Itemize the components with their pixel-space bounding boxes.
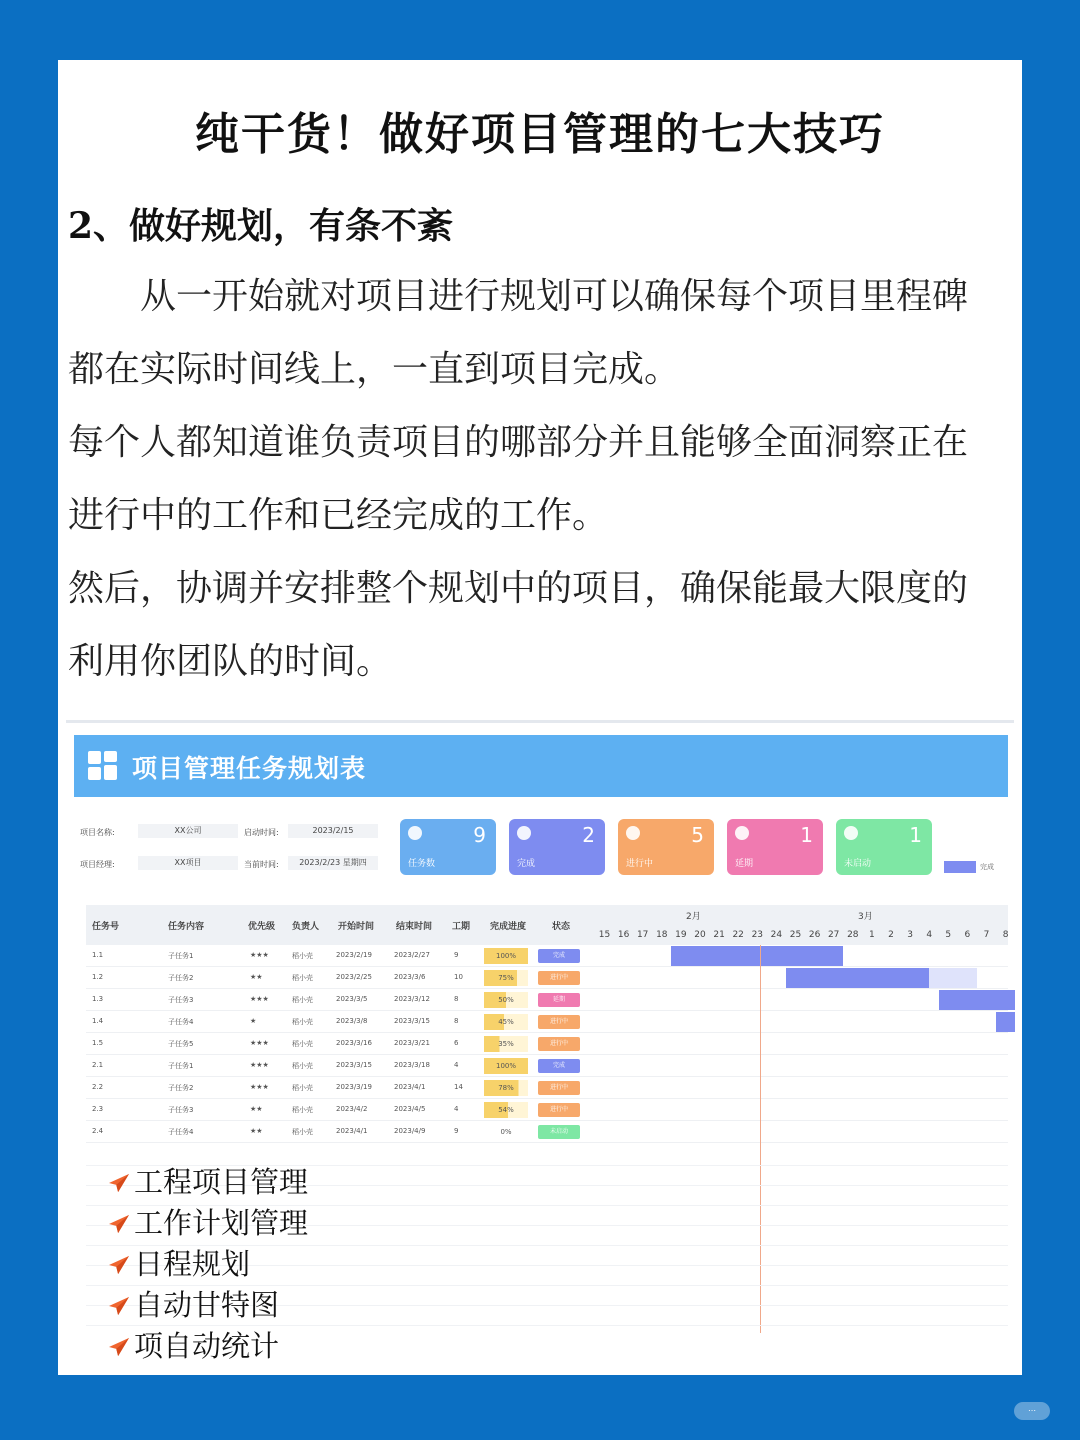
task-days: 9 — [454, 1127, 459, 1135]
status-badge: 延期 — [538, 993, 580, 1007]
current-value: 2023/2/23 星期四 — [288, 856, 378, 870]
task-content: 子任务1 — [168, 1062, 194, 1070]
manager-value: XX项目 — [138, 856, 238, 870]
stat-label: 完成 — [517, 859, 536, 869]
header-priority: 优先级 — [248, 922, 276, 932]
gantt-bar — [996, 1012, 1015, 1032]
stat-card — [836, 819, 932, 875]
content-card — [58, 60, 1022, 1375]
status-badge: 进行中 — [538, 1081, 580, 1095]
task-end: 2023/3/15 — [394, 1017, 430, 1025]
sheet-title: 项目管理任务规划表 — [132, 754, 367, 783]
day-label: 21 — [713, 930, 725, 940]
feature-item — [108, 1203, 308, 1244]
header-content: 任务内容 — [168, 922, 205, 932]
day-label: 16 — [617, 930, 630, 940]
task-end: 2023/3/21 — [394, 1039, 430, 1047]
month-label: 2月 — [686, 912, 701, 922]
task-priority: ★ — [250, 1017, 257, 1025]
stat-card — [509, 819, 605, 875]
day-label: 19 — [675, 930, 687, 940]
paper-plane-icon — [108, 1173, 130, 1193]
stat-value: 1 — [909, 823, 922, 847]
task-end: 2023/3/18 — [394, 1061, 430, 1069]
project-name-label: 项目名称: — [80, 828, 115, 837]
table-row — [86, 1121, 1008, 1143]
project-name-value: XX公司 — [138, 824, 238, 838]
table-row — [86, 1099, 1008, 1121]
task-owner: 稻小壳 — [292, 1128, 313, 1136]
day-label: 24 — [770, 930, 783, 940]
stat-value: 1 — [800, 823, 813, 847]
task-end: 2023/3/6 — [394, 973, 426, 981]
feature-label: 日程规划 — [134, 1247, 251, 1281]
progress-cell: 100% — [484, 948, 528, 964]
progress-cell: 54% — [484, 1102, 528, 1118]
progress-cell: 100% — [484, 1058, 528, 1074]
paper-plane-icon — [108, 1255, 130, 1275]
task-priority: ★★ — [250, 973, 263, 981]
feature-label: 工作计划管理 — [134, 1206, 309, 1240]
today-line — [760, 945, 761, 1333]
task-content: 子任务4 — [168, 1018, 194, 1026]
paper-plane-icon — [108, 1337, 130, 1357]
legend-swatch — [944, 861, 976, 873]
status-badge: 完成 — [538, 949, 580, 963]
day-label: 3 — [907, 930, 913, 940]
task-id: 2.3 — [92, 1105, 104, 1113]
day-label: 2 — [888, 930, 894, 940]
task-start: 2023/3/16 — [336, 1039, 372, 1047]
day-label: 23 — [751, 930, 764, 940]
task-end: 2023/4/1 — [394, 1083, 426, 1091]
task-end: 2023/3/12 — [394, 995, 430, 1003]
task-end: 2023/2/27 — [394, 951, 430, 959]
table-row — [86, 1077, 1008, 1099]
feature-item — [108, 1285, 308, 1326]
task-content: 子任务3 — [168, 996, 194, 1004]
task-days: 9 — [454, 951, 459, 959]
task-start: 2023/2/25 — [336, 973, 372, 981]
day-label: 28 — [847, 930, 859, 940]
task-id: 2.2 — [92, 1083, 104, 1091]
stat-label: 任务数 — [408, 859, 436, 869]
day-label: 6 — [964, 930, 971, 940]
body-text — [68, 260, 998, 698]
task-priority: ★★ — [250, 1105, 263, 1113]
start-value: 2023/2/15 — [288, 824, 378, 838]
task-content: 子任务1 — [168, 952, 194, 960]
feature-item — [108, 1162, 308, 1203]
stat-card — [400, 819, 496, 875]
task-days: 4 — [454, 1105, 459, 1113]
stat-label: 延期 — [735, 859, 754, 869]
feature-label: 项自动统计 — [134, 1329, 280, 1363]
task-id: 1.5 — [92, 1039, 104, 1047]
gantt-bar — [786, 968, 977, 988]
task-days: 8 — [454, 1017, 459, 1025]
status-badge: 进行中 — [538, 1103, 580, 1117]
day-label: 25 — [789, 930, 802, 940]
gantt-bar — [671, 946, 843, 966]
stat-value: 5 — [691, 823, 704, 847]
task-start: 2023/3/15 — [336, 1061, 372, 1069]
task-owner: 稻小壳 — [292, 1018, 313, 1026]
header-owner: 负责人 — [292, 922, 320, 932]
day-label: 4 — [926, 930, 933, 940]
task-start: 2023/3/8 — [336, 1017, 368, 1025]
task-days: 14 — [454, 1083, 463, 1091]
task-content: 子任务2 — [168, 974, 194, 982]
task-owner: 稻小壳 — [292, 974, 313, 982]
progress-cell: 78% — [484, 1080, 528, 1096]
task-priority: ★★★ — [250, 1039, 269, 1047]
month-label: 3月 — [858, 912, 873, 922]
stat-card — [727, 819, 823, 875]
status-icon — [844, 826, 858, 840]
day-label: 22 — [732, 930, 744, 940]
stat-label: 未启动 — [844, 859, 872, 869]
gantt-bar — [939, 990, 1015, 1010]
status-badge: 进行中 — [538, 971, 580, 985]
task-start: 2023/3/5 — [336, 995, 368, 1003]
stat-card — [618, 819, 714, 875]
day-label: 17 — [636, 930, 649, 940]
task-days: 6 — [454, 1039, 459, 1047]
stat-value: 9 — [473, 823, 486, 847]
stat-value: 2 — [582, 823, 595, 847]
task-start: 2023/3/19 — [336, 1083, 372, 1091]
header-start: 开始时间 — [338, 922, 375, 932]
status-icon — [517, 826, 531, 840]
status-badge: 进行中 — [538, 1015, 580, 1029]
paragraph: 从一开始就对项目进行规划可以确保每个项目里程碑都在实际时间线上，一直到项目完成。 — [68, 276, 969, 390]
progress-cell: 35% — [484, 1036, 528, 1052]
task-content: 子任务5 — [168, 1040, 194, 1048]
progress-cell: 0% — [500, 1128, 512, 1136]
start-label: 启动时间: — [244, 828, 279, 837]
progress-cell: 50% — [484, 992, 528, 1008]
day-label: 27 — [827, 930, 840, 940]
feature-label: 工程项目管理 — [134, 1165, 309, 1199]
status-icon — [408, 826, 422, 840]
table-row — [86, 1011, 1008, 1033]
task-id: 1.2 — [92, 973, 104, 981]
table-row — [86, 1055, 1008, 1077]
header-status: 状态 — [552, 922, 571, 932]
stat-label: 进行中 — [626, 859, 654, 869]
header-end: 结束时间 — [396, 922, 433, 932]
task-start: 2023/4/1 — [336, 1127, 368, 1135]
task-days: 10 — [454, 973, 463, 981]
task-priority: ★★★ — [250, 1061, 269, 1069]
task-id: 2.4 — [92, 1127, 104, 1135]
task-id: 1.4 — [92, 1017, 104, 1025]
task-priority: ★★★ — [250, 995, 269, 1003]
dashboard-icon — [88, 751, 118, 781]
header-id: 任务号 — [92, 922, 120, 932]
status-badge: 完成 — [538, 1059, 580, 1073]
header-progress: 完成进度 — [490, 922, 527, 932]
table-row — [86, 967, 1008, 989]
feature-list — [108, 1162, 308, 1367]
task-content: 子任务2 — [168, 1084, 194, 1092]
status-badge: 未启动 — [538, 1125, 580, 1139]
day-label: 26 — [808, 930, 821, 940]
progress-cell: 45% — [484, 1014, 528, 1030]
task-owner: 稻小壳 — [292, 1106, 313, 1114]
header-days: 工期 — [452, 922, 471, 932]
task-owner: 稻小壳 — [292, 1084, 313, 1092]
task-owner: 稻小壳 — [292, 996, 313, 1004]
task-owner: 稻小壳 — [292, 952, 313, 960]
task-start: 2023/2/19 — [336, 951, 372, 959]
paper-plane-icon — [108, 1296, 130, 1316]
day-label: 18 — [656, 930, 668, 940]
page-title: 纯干货！做好项目管理的七大技巧 — [195, 109, 885, 160]
day-label: 5 — [945, 930, 952, 940]
paragraph: 然后，协调并安排整个规划中的项目，确保能最大限度的利用你团队的时间。 — [68, 568, 969, 682]
task-id: 1.3 — [92, 995, 104, 1003]
day-label: 7 — [983, 930, 990, 940]
day-label: 1 — [869, 930, 875, 940]
feature-label: 自动甘特图 — [134, 1288, 280, 1322]
table-row — [86, 989, 1008, 1011]
paragraph: 每个人都知道谁负责项目的哪部分并且能够全面洞察正在进行中的工作和已经完成的工作。 — [68, 422, 969, 536]
status-badge: 进行中 — [538, 1037, 580, 1051]
status-icon — [735, 826, 749, 840]
sheet-banner — [74, 735, 1008, 797]
day-label: 20 — [694, 930, 706, 940]
task-start: 2023/4/2 — [336, 1105, 368, 1113]
task-end: 2023/4/9 — [394, 1127, 426, 1135]
task-content: 子任务4 — [168, 1128, 194, 1136]
task-content: 子任务3 — [168, 1106, 194, 1114]
task-id: 2.1 — [92, 1061, 104, 1069]
task-end: 2023/4/5 — [394, 1105, 426, 1113]
day-label: 15 — [598, 930, 611, 940]
task-owner: 稻小壳 — [292, 1040, 313, 1048]
legend-label: 完成 — [980, 863, 994, 871]
status-icon — [626, 826, 640, 840]
task-days: 8 — [454, 995, 459, 1003]
paper-plane-icon — [108, 1214, 130, 1234]
day-label: 8 — [1002, 930, 1009, 940]
table-row — [86, 945, 1008, 967]
section-heading: 2、做好规划，有条不紊 — [68, 205, 454, 247]
progress-cell: 75% — [484, 970, 528, 986]
feature-item — [108, 1326, 308, 1367]
task-priority: ★★★ — [250, 951, 269, 959]
manager-label: 项目经理: — [80, 860, 115, 869]
feature-item — [108, 1244, 308, 1285]
task-id: 1.1 — [92, 951, 104, 959]
table-row — [86, 1033, 1008, 1055]
current-label: 当前时间: — [244, 860, 279, 869]
watermark: ⋯ — [1014, 1402, 1050, 1420]
task-owner: 稻小壳 — [292, 1062, 313, 1070]
task-priority: ★★ — [250, 1127, 263, 1135]
task-days: 4 — [454, 1061, 459, 1069]
task-priority: ★★★ — [250, 1083, 269, 1091]
